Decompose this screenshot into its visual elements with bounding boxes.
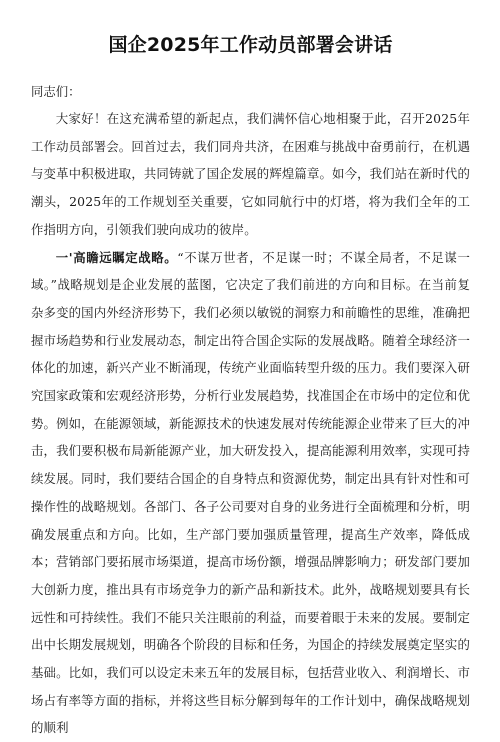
paragraph-lead-heading: 一'高瞻远瞩定战略。 — [55, 249, 178, 265]
page-title: 国企2025年工作动员部署会讲话 — [108, 34, 393, 56]
paragraph-text: 大家好！在这充满希望的新起点，我们满怀信心地相聚于此，召开2025年工作动员部署会。回首过去，我们同舟共济，在困难与挑战中奋勇前行，在机遇与变革中积极进取，共同铸就了国企发展的辉煌篇章。如今，我们站在新时代的潮头，2025年的工作规划至关重要，它如同航行中的灯塔，将为我们全年的工作指明方向，引领我们驶向成功的彼岸。 — [31, 111, 470, 237]
paragraph-text: “不谋万世者，不足谋一时；不谋全局者，不足谋一域。”战略规划是企业发展的蓝图，它决定了我们前进的方向和目标。在当前复杂多变的国内外经济形势下，我们必须以敏锐的洞察力和前瞻性的思维，准确把握市场趋势和行业发展动态，制定出符合国企实际的发展战略。随着全球经济一体化的加速，新兴产业不断涌现，传统产业面临转型升级的压力。我们要深入研究国家政策和宏观经济形势，分析行业发展趋势，找准国企在市场中的定位和优势。例如，在能源领域，新能源技术的快速发展对传统能源企业带来了巨大的冲击，我们要积极布局新能源产业，加大研发投入，提高能源利用效率，实现可持续发展。同时，我们要结合国企的自身特点和资源优势，制定出具有针对性和可操作性的战略规划。各部门、各子公司要对自身的业务进行全面梳理和分析，明确发展重点和方向。比如，生产部门要加强质量管理，提高生产效率，降低成本；营销部门要拓展市场渠道，提高市场份额，增强品牌影响力；研发部门要加大创新力度，推出具有市场竞争力的新产品和新技术。此外，战略规划要具有长远性和可持续性。我们不能只关注眼前的利益，而要着眼于未来的发展。要制定出中长期发展规划，明确各个阶段的目标和任务，为国企的持续发展奠定坚实的基础。比如，我们可以设定未来五年的发展目标，包括营业收入、利润增长、市场占有率等方面的指标，并将这些目标分解到每年的工作计划中，确保战略规划的顺利 — [31, 249, 470, 736]
salutation: 同志们： — [31, 84, 81, 99]
paragraph-strategy — [31, 244, 470, 742]
paragraph-opening — [31, 105, 470, 244]
